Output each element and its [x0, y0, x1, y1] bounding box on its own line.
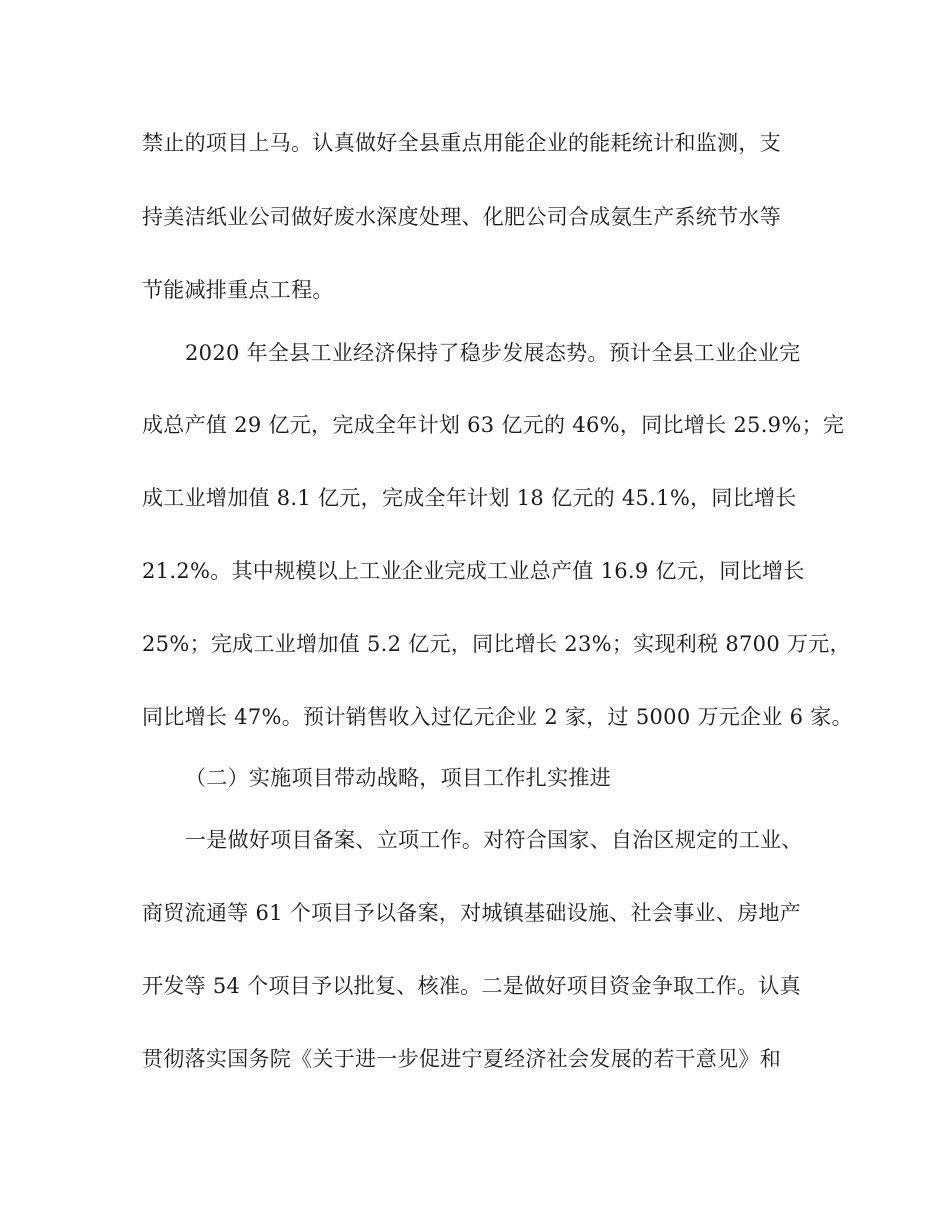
paragraph-line: 同比增长 47%。预计销售收入过亿元企业 2 家，过 5000 万元企业 6 家。	[142, 705, 853, 729]
section-heading: （二）实施项目带动战略，项目工作扎实推进	[185, 766, 611, 790]
paragraph-line: 一是做好项目备案、立项工作。对符合国家、自治区规定的工业、	[185, 828, 803, 852]
paragraph-line: 商贸流通等 61 个项目予以备案，对城镇基础设施、社会事业、房地产	[142, 901, 801, 925]
paragraph-line: 21.2%。其中规模以上工业企业完成工业总产值 16.9 亿元，同比增长	[142, 559, 805, 583]
paragraph-line: 持美洁纸业公司做好废水深度处理、化肥公司合成氨生产系统节水等	[142, 205, 781, 229]
paragraph-line: 2020 年全县工业经济保持了稳步发展态势。预计全县工业企业完	[185, 341, 801, 365]
paragraph-line: 成总产值 29 亿元，完成全年计划 63 亿元的 46%，同比增长 25.9%；完	[142, 413, 845, 437]
paragraph-line: 贯彻落实国务院《关于进一步促进宁夏经济社会发展的若干意见》和	[142, 1047, 781, 1071]
paragraph-line: 禁止的项目上马。认真做好全县重点用能企业的能耗统计和监测，支	[142, 131, 781, 155]
paragraph-line: 成工业增加值 8.1 亿元，完成全年计划 18 亿元的 45.1%，同比增长	[142, 486, 797, 510]
paragraph-line: 25%；完成工业增加值 5.2 亿元，同比增长 23%；实现利税 8700 万元，	[142, 632, 851, 656]
paragraph-line: 节能减排重点工程。	[142, 278, 334, 302]
paragraph-line: 开发等 54 个项目予以批复、核准。二是做好项目资金争取工作。认真	[142, 974, 801, 998]
